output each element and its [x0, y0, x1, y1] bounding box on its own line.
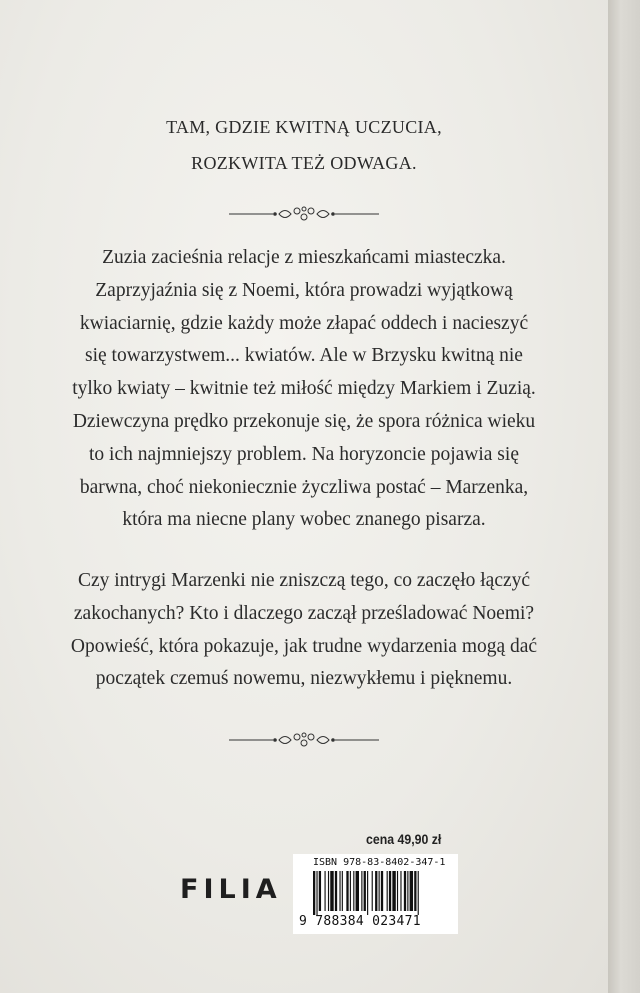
barcode-icon [313, 871, 451, 915]
barcode-label [293, 854, 458, 934]
paragraph-line: barwna, choć niekoniecznie życzliwa postać – Marzenka, [79, 476, 529, 498]
publisher-logo: FILIA [180, 874, 282, 905]
paragraph-line: która ma niecne plany wobec znanego pisarza. [122, 509, 486, 531]
tagline-line-2: ROZKWITA TEŻ ODWAGA. [191, 153, 417, 173]
paragraph-line: Czy intrygi Marzenki nie zniszczą tego, co zaczęło łączyć [77, 570, 531, 591]
paragraph-line: to ich najmniejszy problem. Na horyzoncie pojawia się [89, 443, 519, 465]
paragraph-line: się towarzystwem... kwiatów. Ale w Brzysku kwitną nie [85, 345, 523, 367]
paragraph-line: Zaprzyjaźnia się z Noemi, która prowadzi wyjątkową [95, 279, 513, 301]
description-paragraph-2 [0, 565, 608, 696]
paragraph-line: Zuzia zacieśnia relacje z mieszkańcami miasteczka. [102, 247, 506, 268]
tagline-line-1: TAM, GDZIE KWITNĄ UCZUCIA, [166, 117, 442, 137]
paragraph-line: tylko kwiaty – kwitnie też miłość między Markiem i Zuzią. [72, 378, 536, 400]
isbn-text: ISBN 978-83-8402-347-1 [313, 857, 446, 868]
price-label: cena 49,90 zł [366, 831, 442, 847]
paragraph-line: kwiaciarnię, gdzie każdy może złapać oddech i nacieszyć [79, 312, 529, 334]
paragraph-line: Opowieść, która pokazuje, jak trudne wydarzenia mogą dać [70, 635, 538, 657]
page-edge [608, 0, 640, 993]
ornament-divider-bottom [0, 730, 608, 750]
paragraph-line: Dziewczyna prędko przekonuje się, że spora różnica wieku [72, 410, 536, 432]
description-paragraph-1 [0, 242, 608, 537]
ornament-divider-icon [229, 204, 379, 224]
ornament-divider-icon [229, 730, 379, 750]
ean-digits: 9 788384 023471 [299, 914, 421, 929]
ornament-divider-top [0, 204, 608, 224]
paragraph-line: zakochanych? Kto i dlaczego zaczął prześladować Noemi? [73, 602, 535, 624]
paragraph-line: początek czemuś nowemu, niezwykłemu i pięknemu. [95, 668, 513, 690]
